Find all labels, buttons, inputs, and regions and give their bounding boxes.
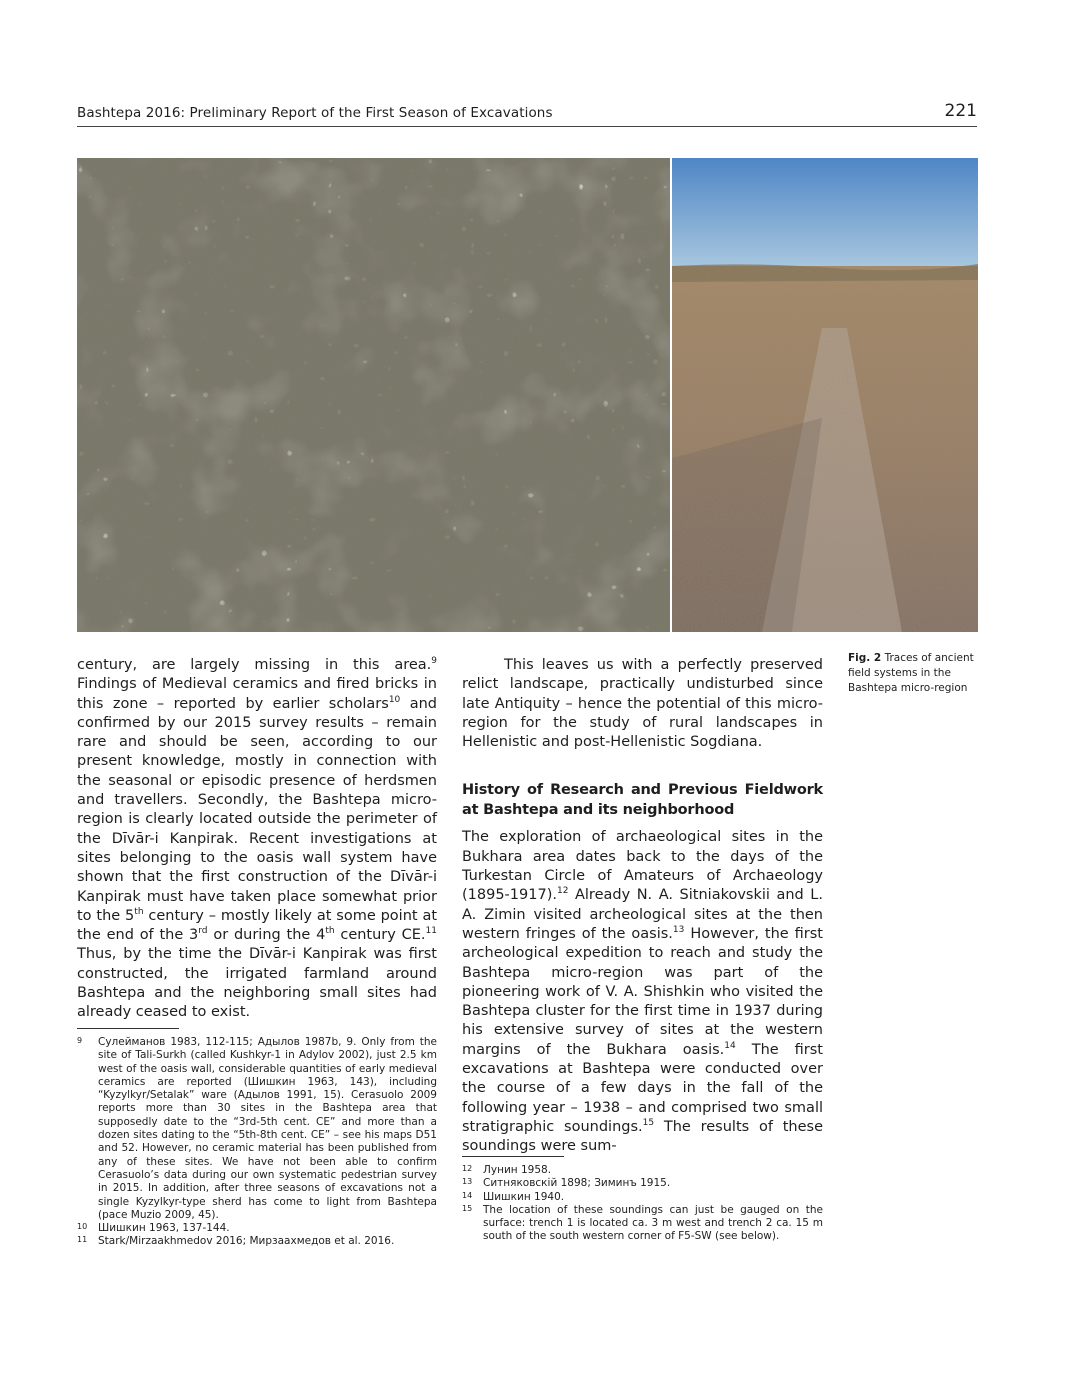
footnote: 15 The location of these soundings can just be gauged on the surface: trench 1 is located ca. 3 m west and trench 2 ca. 15 m south of the south western corner of F5-SW (see below). — [462, 1203, 823, 1243]
page-number: 221 — [944, 101, 977, 121]
footnote: 12 Лунин 1958. — [462, 1164, 552, 1176]
running-title: Bashtepa 2016: Preliminary Report of the First Season of Excavations — [77, 105, 553, 121]
body-column-right — [462, 656, 823, 1157]
landscape-photo — [672, 158, 978, 632]
footnote-rule — [77, 1028, 179, 1029]
footnotes-right — [462, 1164, 823, 1244]
footnotes-left — [77, 1036, 437, 1249]
body-column-left — [77, 656, 437, 1023]
figure-caption — [848, 651, 978, 696]
footnote: 9 Сулейманов 1983, 112-115; Адылов 1987b, 9. Only from the site of Tali-Surkh (called Kushkyr-1 in Adylov 2002), just 2.5 km west of the oasis wall, considerable quantities of early medieval ceramics are reported (Шишкин 1963, 143), including “Kyzylkyr/Setalak” ware (Адылов 1991, 15). Cerasuolo 2009 reports more than 30 sites in the Bashtepa area that supposedly date to the “3rd-5th cent. CE” and more than a dozen sites dating to the “5th-8th cent. CE” – see his maps D51 and 52. However, no ceramic material has been published from any of these sites. We have not been able to confirm Cerasuolo’s data during our own systematic pedestrian survey in 2015. In addition, after three seasons of excavations not a single Kyzylkyr-type sherd has come to light from Bashtepa (pace Muzio 2009, 45). — [77, 1036, 437, 1221]
footnote: 11 Stark/Mirzaakhmedov 2016; Мирзаахмедов et al. 2016. — [77, 1235, 395, 1248]
paragraph: century, are largely missing in this area.$^9$ Findings of Medieval ceramics and fired bricks in this zone – reported by earlier scholars$^{10}$ and confirmed by our 2015 survey results – remain rare and should be seen, according to our present knowledge, mostly in connection with the seasonal or episodic presence of herdsmen and travellers. Secondly, the Bashtepa micro-region is clearly located outside the perimeter of the Dīvār-i Kanpirak. Recent investigations at sites belonging to the oasis wall system have shown that the first construction of the Dīvār-i Kanpirak must have taken place somewhat prior to the 5th century – mostly likely at some point at the end of the 3rd or during the 4th century CE.$^{11}$ Thus, by the time the Dīvār-i Kanpirak was first constructed, the irrigated farmland around Bashtepa and the neighboring small sites had already ceased to exist. — [77, 656, 438, 1021]
aerial-photo — [77, 158, 670, 632]
footnote: 14 Шишкин 1940. — [462, 1190, 565, 1203]
footnote-rule — [462, 1156, 564, 1157]
paragraph: The exploration of archaeological sites in the Bukhara area dates back to the days of the Turkestan Circle of Amateurs of Archaeology (1895-1917).$^{12}$ Already N. A. Sitniakovskii and L. A. Zimin visited archeological sites at the then western fringes of the oasis.$^{13}$ However, the first archeological expedition to reach and study the Bashtepa micro-region was part of the pioneering work of V. A. Shishkin who visited the Bashtepa cluster for the first time in 1937 during his extensive survey of sites at the western margins of the Bukhara oasis.$^{14}$ The first excavations at Bashtepa were conducted over the course of a few days in the fall of the following year – 1938 – and comprised two small stratigraphic soundings.$^{15}$ The results of these soundings were sum- — [462, 829, 823, 1155]
paragraph: This leaves us with a perfectly preserved relict landscape, practically undisturbed since late Antiquity – hence the potential of this micro-region for the study of rural landscapes in Hellenistic and post-Hellenistic Sogdiana. — [462, 657, 823, 751]
footnote: 13 Ситняковскій 1898; Зиминъ 1915. — [462, 1177, 671, 1190]
section-heading: History of Research and Previous Fieldwork at Bashtepa and its neighborhood — [462, 782, 823, 819]
running-header — [77, 100, 977, 127]
figure-label: Fig. 2 — [848, 652, 882, 664]
footnote: 10 Шишкин 1963, 137-144. — [77, 1222, 230, 1235]
figure-caption-text: Traces of ancient field systems in the Bashtepa micro-region — [848, 652, 974, 694]
